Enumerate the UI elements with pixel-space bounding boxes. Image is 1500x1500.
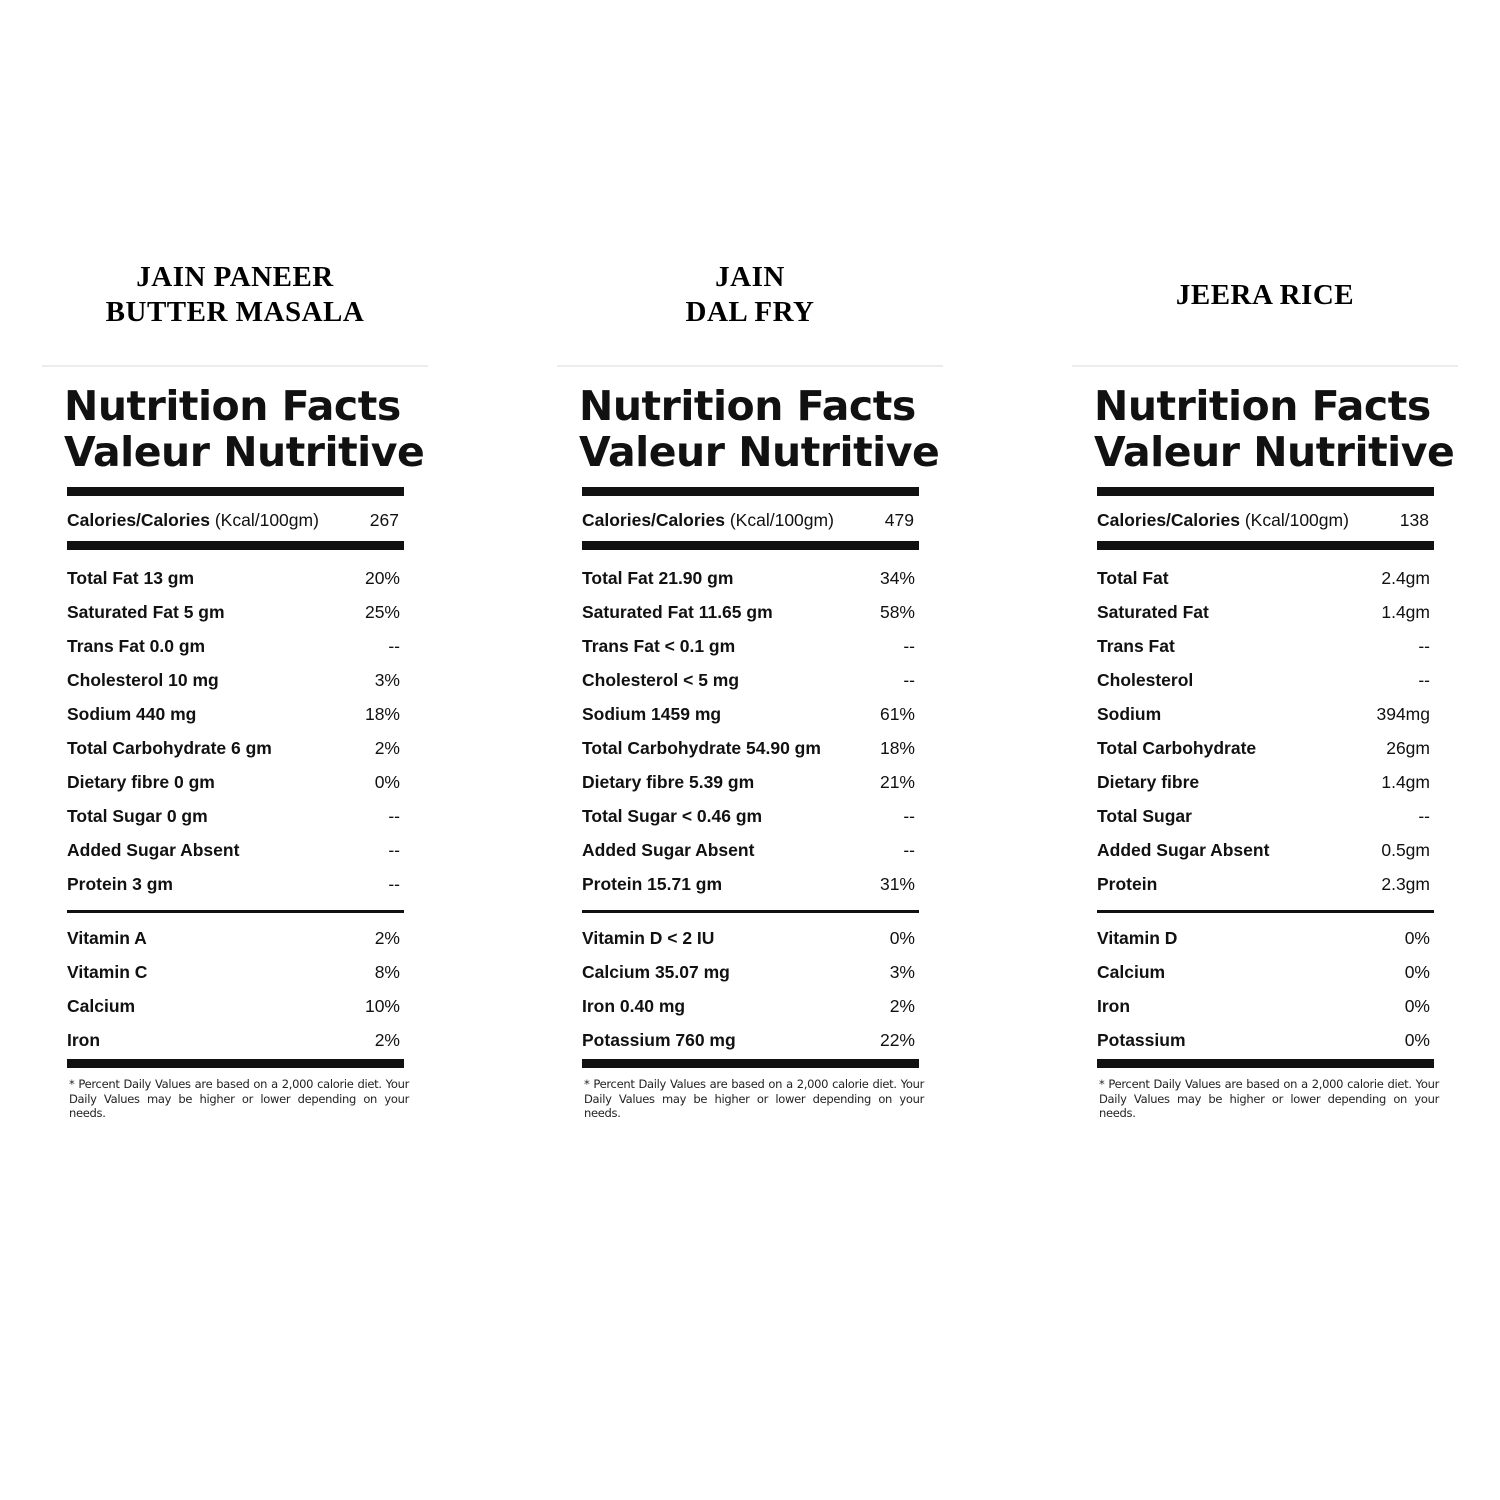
product-title-line: BUTTER MASALA (105, 296, 365, 328)
nutrient-row: Sodium 440 mg 18% (67, 703, 400, 724)
calories-label: Calories/Calories (Kcal/100gm) (582, 509, 834, 530)
panel-heading (1094, 383, 1454, 475)
nutrient-row: Added Sugar Absent -- (582, 839, 915, 860)
nutrient-row: Trans Fat -- (1097, 635, 1430, 656)
vitamin-list (582, 921, 915, 1057)
calories-label: Calories/Calories (Kcal/100gm) (1097, 509, 1349, 530)
nutrient-row: Trans Fat 0.0 gm -- (67, 635, 400, 656)
nutrient-row: Dietary fibre 5.39 gm 21% (582, 771, 915, 792)
nutrient-row: Saturated Fat 1.4gm (1097, 601, 1430, 622)
nutrient-row: Dietary fibre 0 gm 0% (67, 771, 400, 792)
nutrient-row: Cholesterol 10 mg 3% (67, 669, 400, 690)
calories-value: 138 (1399, 509, 1429, 530)
calories-label: Calories/Calories (Kcal/100gm) (67, 509, 319, 530)
nutrient-list (582, 561, 915, 901)
product-title (40, 260, 430, 330)
panel-heading (579, 383, 939, 475)
nutrient-row: Protein 3 gm -- (67, 873, 400, 894)
nutrient-row: Total Carbohydrate 26gm (1097, 737, 1430, 758)
calories-value: 267 (369, 509, 399, 530)
product-title-line: JAIN (715, 261, 785, 293)
product-title (555, 260, 945, 330)
product-title (1070, 278, 1460, 313)
vitamin-row: Calcium 35.07 mg 3% (582, 961, 915, 982)
nutrient-row: Total Sugar < 0.46 gm -- (582, 805, 915, 826)
calories-row (582, 507, 914, 533)
nutrient-row: Total Fat 21.90 gm 34% (582, 567, 915, 588)
nutrient-row: Cholesterol -- (1097, 669, 1430, 690)
nutrient-row: Cholesterol < 5 mg -- (582, 669, 915, 690)
nutrient-row: Total Carbohydrate 54.90 gm 18% (582, 737, 915, 758)
vitamin-row: Calcium 10% (67, 995, 400, 1016)
thick-divider (67, 1059, 404, 1068)
thin-divider (1097, 910, 1434, 913)
vitamin-row: Iron 2% (67, 1029, 400, 1050)
nutrient-row: Dietary fibre 1.4gm (1097, 771, 1430, 792)
nutrient-row: Total Carbohydrate 6 gm 2% (67, 737, 400, 758)
vitamin-row: Calcium 0% (1097, 961, 1430, 982)
heading-english: Nutrition Facts (1094, 382, 1431, 430)
vitamin-row: Potassium 760 mg 22% (582, 1029, 915, 1050)
nutrient-row: Total Fat 2.4gm (1097, 567, 1430, 588)
vitamin-row: Iron 0.40 mg 2% (582, 995, 915, 1016)
thick-divider (1097, 541, 1434, 550)
thin-divider (67, 910, 404, 913)
nutrient-list (67, 561, 400, 901)
thick-divider (582, 541, 919, 550)
nutrient-row: Added Sugar Absent -- (67, 839, 400, 860)
nutrient-row: Total Fat 13 gm 20% (67, 567, 400, 588)
thin-divider (582, 910, 919, 913)
heading-french: Valeur Nutritive (1094, 428, 1455, 476)
nutrition-panel (42, 365, 428, 1127)
vitamin-row: Iron 0% (1097, 995, 1430, 1016)
vitamin-row: Potassium 0% (1097, 1029, 1430, 1050)
thick-divider (1097, 487, 1434, 496)
vitamin-row: Vitamin D < 2 IU 0% (582, 927, 915, 948)
heading-english: Nutrition Facts (579, 382, 916, 430)
footnote: * Percent Daily Values are based on a 2,000 calorie diet. Your Daily Values may be higher or lower depending on your needs. (584, 1077, 924, 1120)
nutrient-row: Total Sugar 0 gm -- (67, 805, 400, 826)
footnote: * Percent Daily Values are based on a 2,000 calorie diet. Your Daily Values may be higher or lower depending on your needs. (69, 1077, 409, 1120)
nutrition-panel (557, 365, 943, 1127)
product-title-line: JEERA RICE (1175, 279, 1355, 311)
nutrient-row: Protein 2.3gm (1097, 873, 1430, 894)
calories-row (1097, 507, 1429, 533)
product-title-line: JAIN PANEER (136, 261, 334, 293)
nutrient-row: Total Sugar -- (1097, 805, 1430, 826)
vitamin-list (1097, 921, 1430, 1057)
footnote: * Percent Daily Values are based on a 2,000 calorie diet. Your Daily Values may be higher or lower depending on your needs. (1099, 1077, 1439, 1120)
heading-french: Valeur Nutritive (579, 428, 940, 476)
nutrient-row: Added Sugar Absent 0.5gm (1097, 839, 1430, 860)
thick-divider (582, 487, 919, 496)
nutrient-row: Saturated Fat 11.65 gm 58% (582, 601, 915, 622)
nutrition-panel (1072, 365, 1458, 1127)
vitamin-row: Vitamin C 8% (67, 961, 400, 982)
vitamin-row: Vitamin A 2% (67, 927, 400, 948)
thick-divider (1097, 1059, 1434, 1068)
nutrient-row: Sodium 394mg (1097, 703, 1430, 724)
calories-value: 479 (884, 509, 914, 530)
vitamin-row: Vitamin D 0% (1097, 927, 1430, 948)
thick-divider (67, 487, 404, 496)
heading-english: Nutrition Facts (64, 382, 401, 430)
nutrient-row: Protein 15.71 gm 31% (582, 873, 915, 894)
product-title-line: DAL FRY (685, 296, 815, 328)
nutrient-list (1097, 561, 1430, 901)
calories-row (67, 507, 399, 533)
nutrient-row: Sodium 1459 mg 61% (582, 703, 915, 724)
thick-divider (582, 1059, 919, 1068)
vitamin-list (67, 921, 400, 1057)
nutrient-row: Trans Fat < 0.1 gm -- (582, 635, 915, 656)
nutrient-row: Saturated Fat 5 gm 25% (67, 601, 400, 622)
panel-heading (64, 383, 424, 475)
thick-divider (67, 541, 404, 550)
heading-french: Valeur Nutritive (64, 428, 425, 476)
